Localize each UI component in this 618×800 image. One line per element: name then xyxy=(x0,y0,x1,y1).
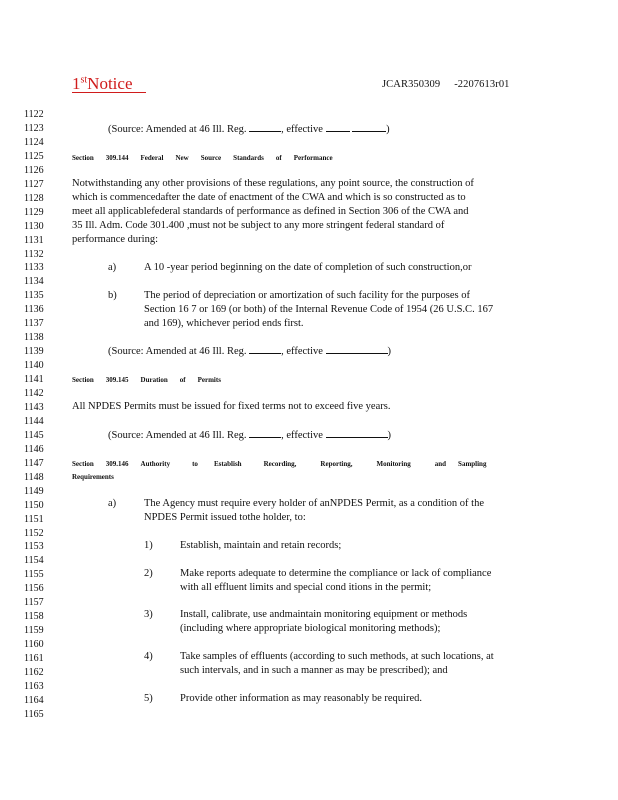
line-number: 1148 xyxy=(24,471,44,483)
line-number: 1146 xyxy=(24,443,44,455)
item-label: b) xyxy=(108,290,117,301)
subitem-label: 4) xyxy=(144,651,153,662)
subitem-label: 5) xyxy=(144,693,153,704)
subitem-text: Provide other information as may reasonably be required. xyxy=(180,693,423,704)
paragraph-line: which is commencedafter the date of enactment of the CWA and which is so constructed as to xyxy=(72,192,466,203)
line-number: 1151 xyxy=(24,513,44,525)
item-label: a) xyxy=(108,262,117,273)
line-number: 1132 xyxy=(24,248,44,260)
line-number: 1161 xyxy=(24,653,44,665)
notice-underline xyxy=(72,92,146,93)
source-note: (Source: Amended at 46 Ill. Reg. , effective ) xyxy=(108,430,392,441)
notice-title: 1stNotice xyxy=(72,74,133,93)
subitem-text: Make reports adequate to determine the compliance or lack of compliance xyxy=(180,568,492,579)
line-number: 1126 xyxy=(24,164,44,176)
line-number: 1156 xyxy=(24,583,44,595)
line-number: 1139 xyxy=(24,346,44,358)
line-number: 1128 xyxy=(24,192,44,204)
line-number: 1124 xyxy=(24,136,44,148)
line-number: 1152 xyxy=(24,527,44,539)
section-heading-309-144: Section 309.144 Federal New Source Standards of Performance xyxy=(72,154,333,162)
line-number: 1135 xyxy=(24,290,44,302)
subitem-label: 1) xyxy=(144,540,153,551)
item-text: Section 16 7 or 169 (or both) of the Internal Revenue Code of 1954 (26 U.S.C. 167 xyxy=(144,304,494,315)
line-number: 1129 xyxy=(24,206,44,218)
section-heading-continuation: Requirements xyxy=(72,473,114,481)
line-number: 1159 xyxy=(24,625,44,637)
paragraph-line: 35 Ill. Adm. Code 301.400 ,must not be subject to any more stringent federal standard of xyxy=(72,220,445,231)
line-number: 1155 xyxy=(24,569,44,581)
line-number: 1142 xyxy=(24,388,44,399)
line-number: 1144 xyxy=(24,415,44,427)
line-number: 1145 xyxy=(24,429,44,441)
line-number: 1127 xyxy=(24,178,44,190)
line-number: 1123 xyxy=(24,122,44,134)
line-number: 1141 xyxy=(24,374,44,386)
subitem-text: with all effluent limits and special cond itions in the permit; xyxy=(180,582,432,593)
line-number: 1147 xyxy=(24,457,44,469)
line-number: 1130 xyxy=(24,220,44,232)
line-number: 1122 xyxy=(24,109,44,120)
subitem-label: 2) xyxy=(144,568,153,579)
paragraph-line: All NPDES Permits must be issued for fixed terms not to exceed five years. xyxy=(72,401,391,412)
section-heading-309-145: Section 309.145 Duration of Permits xyxy=(72,376,221,384)
document-id: JCAR350309 -2207613r01 xyxy=(382,79,510,90)
line-number: 1160 xyxy=(24,639,44,651)
line-number: 1137 xyxy=(24,318,44,330)
line-number: 1150 xyxy=(24,499,44,511)
line-number: 1136 xyxy=(24,304,44,316)
line-number: 1154 xyxy=(24,555,44,567)
line-number: 1131 xyxy=(24,234,44,246)
line-number: 1157 xyxy=(24,597,44,609)
paragraph-line: performance during: xyxy=(72,234,159,245)
paragraph-line: meet all applicablefederal standards of performance as defined in Section 306 of the CWA and xyxy=(72,206,469,217)
line-number: 1163 xyxy=(24,680,44,692)
line-number: 1125 xyxy=(24,150,44,162)
line-number: 1140 xyxy=(24,360,44,372)
source-note: (Source: Amended at 46 Ill. Reg. , effective ) xyxy=(108,346,392,357)
line-number: 1134 xyxy=(24,276,44,288)
item-text: The period of depreciation or amortization of such facility for the purposes of xyxy=(144,290,470,301)
line-number: 1153 xyxy=(24,541,44,553)
source-note: (Source: Amended at 46 Ill. Reg. , effective ) xyxy=(108,124,390,135)
item-label: a) xyxy=(108,498,117,509)
subitem-text: Take samples of effluents (according to such methods, at such locations, at xyxy=(180,651,494,662)
item-text: and 169), whichever period ends first. xyxy=(144,318,304,329)
line-number: 1165 xyxy=(24,708,44,720)
item-text: The Agency must require every holder of anNPDES Permit, as a condition of the xyxy=(144,498,484,509)
paragraph-line: Notwithstanding any other provisions of these regulations, any point source, the construction of xyxy=(72,178,474,189)
item-text: A 10 -year period beginning on the date of completion of such construction,or xyxy=(144,262,472,273)
line-number: 1133 xyxy=(24,262,44,274)
line-number: 1149 xyxy=(24,485,44,497)
line-number: 1158 xyxy=(24,611,44,623)
subitem-text: Install, calibrate, use andmaintain monitoring equipment or methods xyxy=(180,609,468,620)
line-number: 1138 xyxy=(24,332,44,344)
line-number: 1162 xyxy=(24,667,44,678)
line-number: 1164 xyxy=(24,694,44,706)
section-heading-309-146: Section 309.146 Authority to Establish Recording, Reporting, Monitoring and Sampling xyxy=(72,460,487,468)
subitem-text: such intervals, and in such a manner as may be prescribed); and xyxy=(180,665,448,676)
line-number: 1143 xyxy=(24,401,44,413)
item-text: NPDES Permit issued tothe holder, to: xyxy=(144,512,306,523)
subitem-label: 3) xyxy=(144,609,153,620)
subitem-text: (including where appropriate biological monitoring methods); xyxy=(180,623,441,634)
subitem-text: Establish, maintain and retain records; xyxy=(180,540,342,551)
